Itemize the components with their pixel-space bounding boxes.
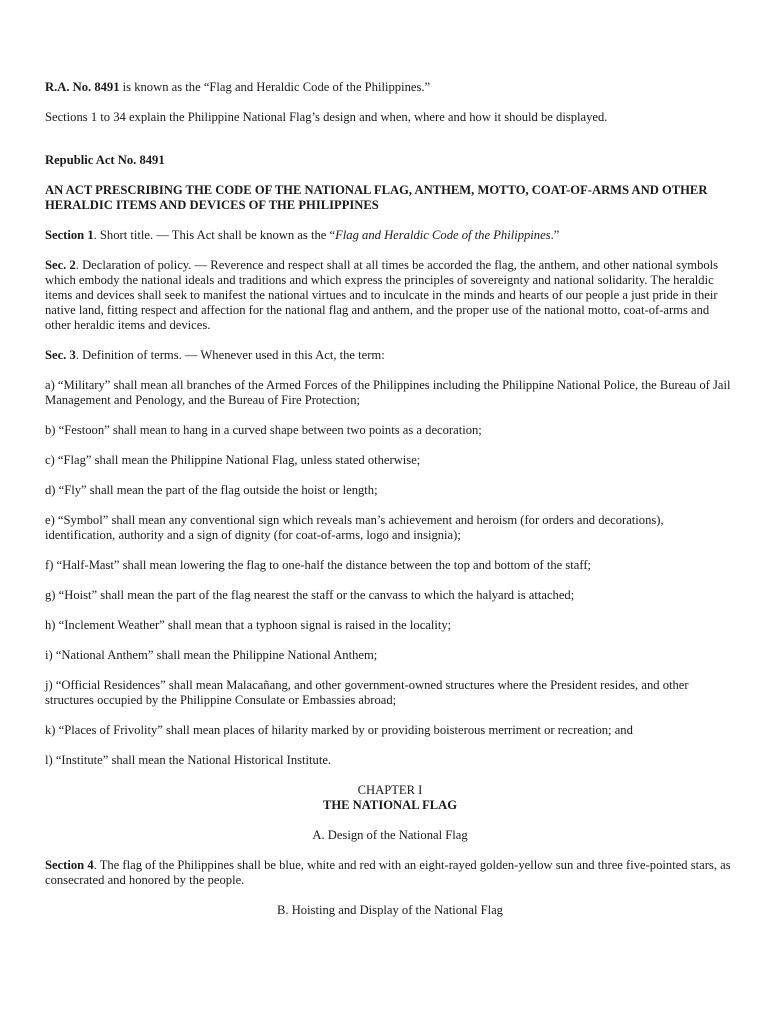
subheading-design: A. Design of the National Flag (312, 828, 468, 842)
definition-c: c) “Flag” shall mean the Philippine National Flag, unless stated otherwise; (45, 453, 421, 467)
definition-b: b) “Festoon” shall mean to hang in a curved shape between two points as a decoration; (45, 423, 482, 437)
section-2-label: Sec. 2 (45, 258, 76, 272)
definition-i: i) “National Anthem” shall mean the Philippine National Anthem; (45, 648, 378, 662)
section-4 (45, 858, 735, 888)
section-3-label: Sec. 3 (45, 348, 76, 362)
chapter-title: THE NATIONAL FLAG (322, 798, 458, 812)
section-1-label: Section 1 (45, 228, 94, 242)
definition-e: e) “Symbol” shall mean any conventional sign which reveals man’s achievement and heroism (for orders and decorations), identification, authority and a sign of dignity (for coat-of-arms, logo and insignia); (45, 513, 664, 542)
intro-line-2: Sections 1 to 34 explain the Philippine National Flag’s design and when, where and how it should be displayed. (45, 110, 608, 124)
section-2 (45, 258, 735, 333)
section-1-end: .” (550, 228, 560, 242)
section-3-text: . Definition of terms. — Whenever used in this Act, the term: (75, 348, 385, 362)
definition-j: j) “Official Residences” shall mean Malacañang, and other government-owned structures where the President resides, and other structures occupied by the Philippine Consulate or Embassies abroad; (45, 678, 689, 707)
subheading-hoisting: B. Hoisting and Display of the National Flag (277, 903, 503, 917)
act-number: Republic Act No. 8491 (45, 153, 165, 167)
section-4-label: Section 4 (45, 858, 94, 872)
act-title: AN ACT PRESCRIBING THE CODE OF THE NATIONAL FLAG, ANTHEM, MOTTO, COAT-OF-ARMS AND OTHER HERALDIC ITEMS AND DEVICES OF THE PHILIPPINES (45, 183, 708, 212)
document-page (45, 80, 735, 918)
section-1 (45, 228, 735, 243)
definition-l: l) “Institute” shall mean the National Historical Institute. (45, 753, 332, 767)
definition-g: g) “Hoist” shall mean the part of the flag nearest the staff or the canvass to which the halyard is attached; (45, 588, 575, 602)
intro-line-1 (45, 80, 735, 95)
section-2-text: . Declaration of policy. — Reverence and respect shall at all times be accorded the flag, the anthem, and other national symbols which embody the national ideals and traditions and which express the principles of sovereignty and national solidarity. The heraldic items and devices shall seek to manifest the national virtues and to inculcate in the minds and hearts of our people a just pride in their native land, fitting respect and affection for the national flag and anthem, and the proper use of the national motto, coat-of-arms and other heraldic items and devices. (45, 258, 719, 332)
section-3 (45, 348, 735, 363)
definition-a: a) “Military” shall mean all branches of the Armed Forces of the Philippines including the Philippine National Police, the Bureau of Jail Management and Penology, and the Bureau of Fire Protection; (45, 378, 731, 407)
definition-f: f) “Half-Mast” shall mean lowering the flag to one-half the distance between the top and bottom of the staff; (45, 558, 592, 572)
section-1-italic: Flag and Heraldic Code of the Philippines (335, 228, 551, 242)
section-1-text: . Short title. — This Act shall be known as the “ (93, 228, 336, 242)
definition-k: k) “Places of Frivolity” shall mean places of hilarity marked by or providing boisterous merriment or recreation; and (45, 723, 633, 737)
ra-number: R.A. No. 8491 (45, 80, 120, 94)
definition-d: d) “Fly” shall mean the part of the flag outside the hoist or length; (45, 483, 378, 497)
section-4-text: . The flag of the Philippines shall be blue, white and red with an eight-rayed golden-yellow sun and three five-pointed stars, as consecrated and honored by the people. (45, 858, 731, 887)
chapter-number: CHAPTER I (357, 783, 423, 797)
definition-h: h) “Inclement Weather” shall mean that a typhoon signal is raised in the locality; (45, 618, 452, 632)
intro-line-1-text: is known as the “Flag and Heraldic Code of the Philippines.” (119, 80, 431, 94)
